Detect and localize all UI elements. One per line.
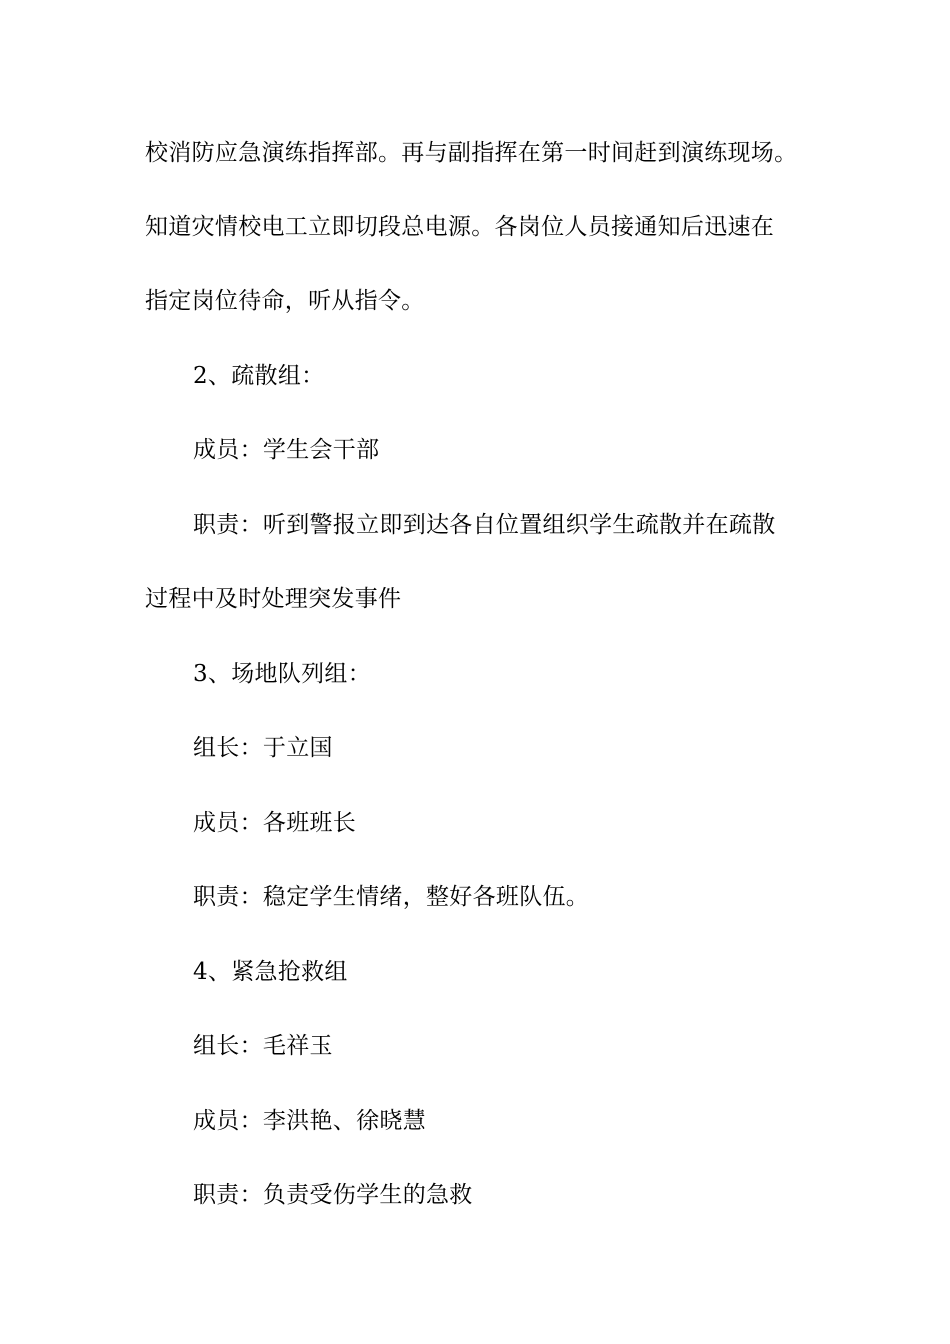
emergency-rescue-leader: 组长：毛祥玉 <box>193 1033 333 1059</box>
evacuation-members: 成员：学生会干部 <box>193 437 380 463</box>
paragraph-line: 校消防应急演练指挥部。再与副指挥在第一时间赶到演练现场。 <box>145 140 798 166</box>
field-formation-leader: 组长：于立国 <box>193 735 333 761</box>
evacuation-duties: 职责：听到警报立即到达各自位置组织学生疏散并在疏散 <box>193 512 776 538</box>
section-heading-emergency-rescue: 4、紧急抢救组 <box>193 959 348 985</box>
field-formation-duties: 职责：稳定学生情绪，整好各班队伍。 <box>193 884 590 910</box>
section-heading-evacuation: 2、疏散组： <box>193 363 325 389</box>
paragraph-line: 指定岗位待命，听从指令。 <box>145 288 425 314</box>
emergency-rescue-duties: 职责：负责受伤学生的急救 <box>193 1182 473 1208</box>
evacuation-duties-continued: 过程中及时处理突发事件 <box>145 586 402 612</box>
section-heading-field-formation: 3、场地队列组： <box>193 661 372 687</box>
emergency-rescue-members: 成员：李洪艳、徐晓慧 <box>193 1108 426 1134</box>
paragraph-line: 知道灾情校电工立即切段总电源。各岗位人员接通知后迅速在 <box>145 214 775 240</box>
field-formation-members: 成员：各班班长 <box>193 810 357 836</box>
